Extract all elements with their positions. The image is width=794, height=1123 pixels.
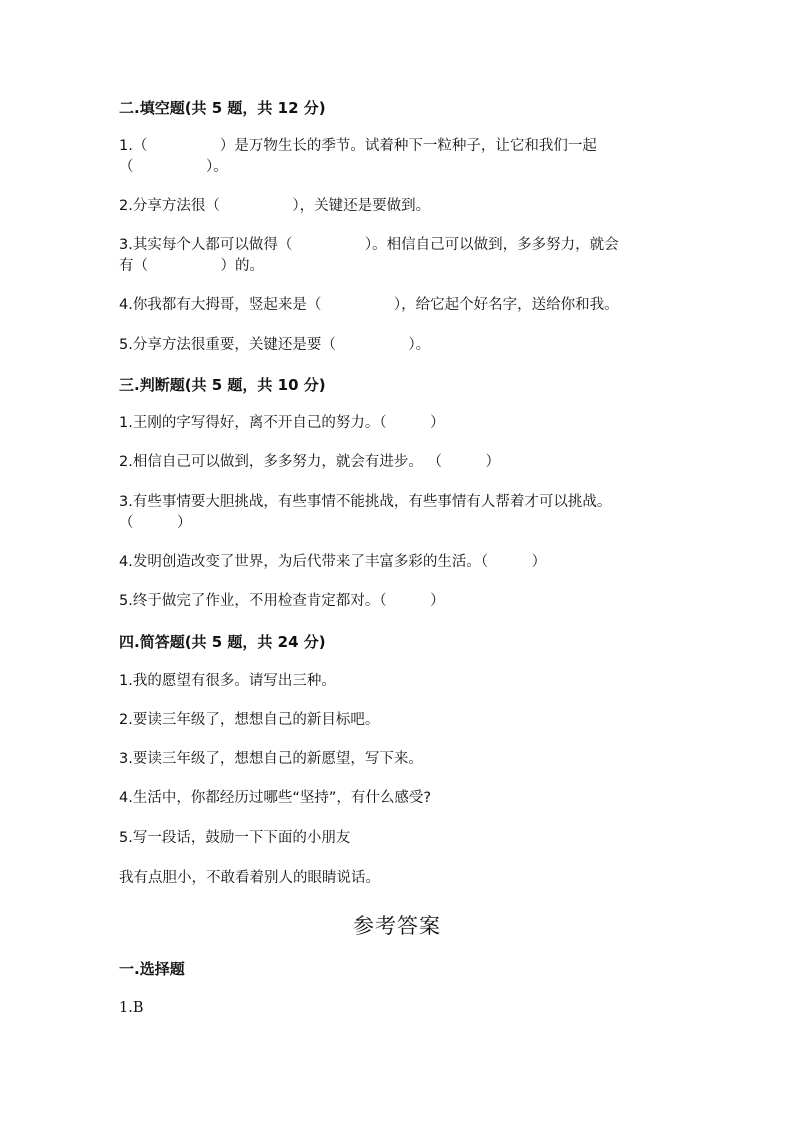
fill-question-3-line-2: 有（ ）的。 [119, 258, 264, 274]
section-2-heading: 二.填空题(共 5 题，共 12 分) [119, 99, 326, 117]
answers-title: 参考答案 [353, 914, 441, 938]
answers-section-1-heading: 一.选择题 [119, 960, 185, 978]
judge-question-2: 2.相信自己可以做到，多多努力，就会有进步。 （ ） [119, 454, 500, 470]
judge-question-3-line-1: 3.有些事情要大胆挑战，有些事情不能挑战，有些事情有人帮着才可以挑战。 [119, 494, 612, 510]
short-question-1: 1.我的愿望有很多。请写出三种。 [119, 673, 336, 689]
short-question-5-text: 我有点胆小，不敢看着别人的眼睛说话。 [119, 870, 380, 886]
fill-question-5: 5.分享方法很重要，关键还是要（ ）。 [119, 337, 431, 353]
answer-1: 1.B [119, 1000, 144, 1016]
fill-question-2: 2.分享方法很（ ），关键还是要做到。 [119, 198, 431, 214]
fill-question-3-line-1: 3.其实每个人都可以做得（ ）。相信自己可以做到，多多努力，就会 [119, 237, 619, 253]
fill-question-1-line-2: （ ）。 [119, 159, 228, 175]
judge-question-5: 5.终于做完了作业，不用检查肯定都对。（ ） [119, 593, 445, 609]
short-question-3: 3.要读三年级了，想想自己的新愿望，写下来。 [119, 751, 423, 767]
section-3-heading: 三.判断题(共 5 题，共 10 分) [119, 376, 326, 394]
judge-question-1: 1.王刚的字写得好，离不开自己的努力。（ ） [119, 415, 445, 431]
judge-question-3-line-2: （ ） [119, 515, 192, 531]
short-question-4: 4.生活中，你都经历过哪些“坚持”，有什么感受? [119, 790, 432, 806]
judge-question-4: 4.发明创造改变了世界，为后代带来了丰富多彩的生活。（ ） [119, 554, 547, 570]
fill-question-4: 4.你我都有大拇哥，竖起来是（ ），给它起个好名字，送给你和我。 [119, 297, 619, 313]
short-question-5: 5.写一段话，鼓励一下下面的小朋友 [119, 830, 351, 846]
section-4-heading: 四.简答题(共 5 题，共 24 分) [119, 633, 326, 651]
fill-question-1-line-1: 1.（ ）是万物生长的季节。试着种下一粒种子，让它和我们一起 [119, 138, 597, 154]
short-question-2: 2.要读三年级了，想想自己的新目标吧。 [119, 712, 380, 728]
